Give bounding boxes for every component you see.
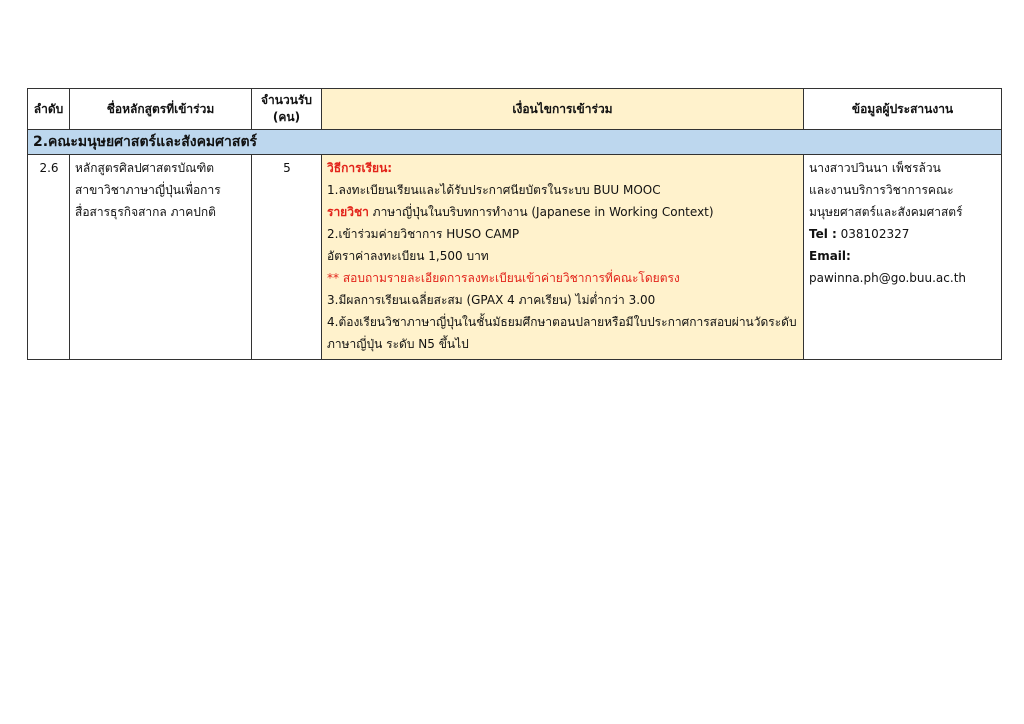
contact-tel (809, 223, 997, 245)
document-page (27, 88, 1003, 360)
condition-line-4b: ภาษาญี่ปุ่น ระดับ N5 ขึ้นไป (327, 337, 469, 351)
note-line: ** สอบถามรายละเอียดการลงทะเบียนเข้าค่ายวิชาการที่คณะโดยตรง (327, 271, 680, 285)
course-line: หลักสูตรศิลปศาสตรบัณฑิต (75, 161, 215, 175)
row-capacity: 5 (252, 155, 322, 360)
contact-name: นางสาวปวินนา เพ็ชรล้วน (809, 161, 941, 175)
table-row (28, 155, 1002, 360)
email-label: Email: (809, 249, 851, 263)
method-label: วิธีการเรียน: (327, 161, 393, 175)
section-row (28, 130, 1002, 155)
contact-unit-line1: และงานบริการวิชาการคณะ (809, 183, 954, 197)
row-conditions (322, 155, 804, 360)
course-line: สื่อสารธุรกิจสากล ภาคปกติ (75, 205, 216, 219)
tel-label: Tel : (809, 227, 837, 241)
header-course: ชื่อหลักสูตรที่เข้าร่วม (70, 89, 252, 130)
contact-unit-line2: มนุษยศาสตร์และสังคมศาสตร์ (809, 205, 963, 219)
header-capacity-line2: (คน) (272, 110, 301, 124)
course-line: สาขาวิชาภาษาญี่ปุ่นเพื่อการ (75, 183, 221, 197)
row-contact (804, 155, 1002, 360)
tel-value: 038102327 (836, 227, 910, 241)
subject-text: ภาษาญี่ปุ่นในบริบทการทำงาน (Japanese in Working Context) (368, 205, 714, 219)
email-value: pawinna.ph@go.buu.ac.th (809, 271, 967, 285)
row-order: 2.6 (28, 155, 70, 360)
header-capacity-line1: จำนวนรับ (261, 93, 312, 107)
condition-line-3: 3.มีผลการเรียนเฉลี่ยสะสม (GPAX 4 ภาคเรียน) ไม่ต่ำกว่า 3.00 (327, 293, 656, 307)
table-header-row (28, 89, 1002, 130)
subject-line (327, 201, 799, 223)
fee-line: อัตราค่าลงทะเบียน 1,500 บาท (327, 249, 489, 263)
condition-line-4a: 4.ต้องเรียนวิชาภาษาญี่ปุ่นในชั้นมัธยมศึกษาตอนปลายหรือมีใบประกาศการสอบผ่านวัดระดับ (327, 315, 797, 329)
condition-line-1: 1.ลงทะเบียนเรียนและได้รับประกาศนียบัตรในระบบ BUU MOOC (327, 183, 661, 197)
row-course (70, 155, 252, 360)
header-contact: ข้อมูลผู้ประสานงาน (804, 89, 1002, 130)
participation-table (27, 88, 1002, 360)
header-capacity (252, 89, 322, 130)
condition-line-2: 2.เข้าร่วมค่ายวิชาการ HUSO CAMP (327, 227, 520, 241)
subject-label: รายวิชา (327, 205, 369, 219)
header-conditions: เงื่อนไขการเข้าร่วม (322, 89, 804, 130)
header-order: ลำดับ (28, 89, 70, 130)
section-title: 2.คณะมนุษยศาสตร์และสังคมศาสตร์ (28, 130, 1002, 155)
